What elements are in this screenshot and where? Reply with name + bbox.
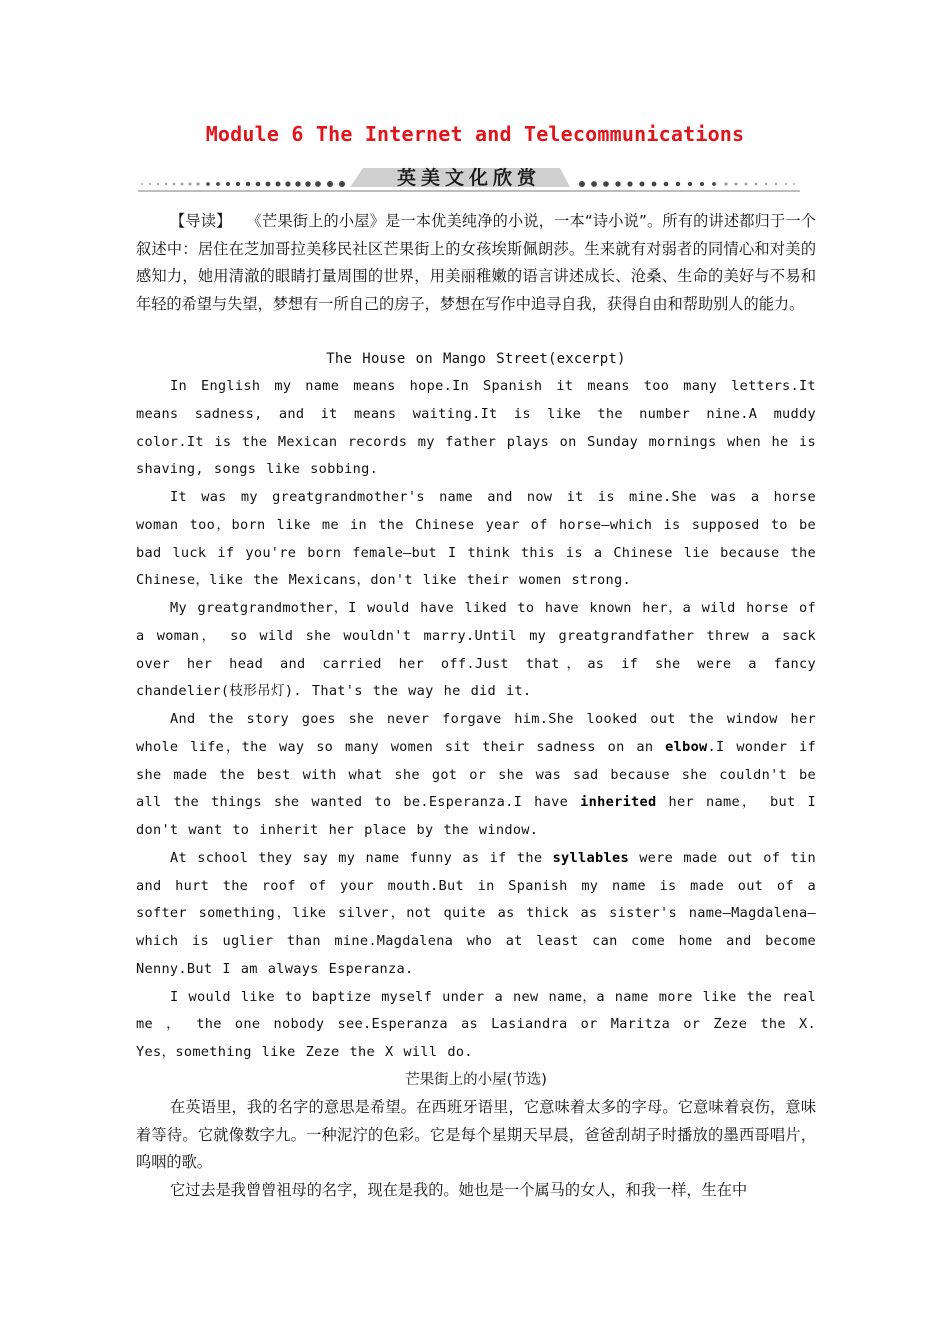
text-run: .I wonder if she made the best with what she got or she was sad because she couldn't be all the things she wanted to be.Esperanza.I have (136, 738, 816, 811)
vocab-elbow: elbow (665, 738, 708, 755)
english-paragraph-2: It was my greatgrandmother's name and now it is mine.She was a horse woman too，born like me in the Chinese year of horse—which is supposed to be bad luck if you're born female—but I think this is a Chinese lie because the Chinese，like the Mexicans，don't like their women strong. (136, 489, 816, 589)
vocab-inherited: inherited (580, 794, 657, 811)
chinese-paragraph-1: 在英语里，我的名字的意思是希望。在西班牙语里，它意味着太多的字母。它意味着哀伤，意味着等待。它就像数字九。一种泥泞的色彩。它是每个星期天早晨，爸爸刮胡子时播放的墨西哥唱片，呜咽的歌。 (136, 1098, 816, 1172)
text-run: And the story goes she never forgave him.She looked out the window her whole life，the way so many women sit their sadness on an (136, 711, 816, 755)
english-title: The House on Mango Street(excerpt) (326, 351, 626, 367)
intro-paragraph (136, 208, 816, 319)
english-paragraph-1: In English my name means hope.In Spanish it means too many letters.It means sadness, and it means waiting.It is like the number nine.A muddy color.It is the Mexican records my father plays on Sunday mornings when he is shaving, songs like sobbing. (136, 378, 816, 478)
english-passage (136, 373, 816, 1067)
text-run: At school they say my name funny as if the (170, 849, 553, 866)
intro-label: 【导读】 (170, 212, 232, 230)
section-banner (138, 160, 800, 194)
text-run: were made out of tin and hurt the roof of your mouth.But in Spanish my name is made out of a softer something，like silver，not quite as thick as sister's name—Magdalena—which is uglier than mine.Magdalena who at least can come home and become Nenny.But I am always Esperanza. (136, 849, 816, 977)
english-paragraph-5 (136, 845, 816, 984)
chinese-passage (136, 1094, 816, 1205)
intro-text: 《芒果街上的小屋》是一本优美纯净的小说，一本“诗小说”。所有的讲述都归于一个叙述中：居住在芝加哥拉美移民社区芒果街上的女孩埃斯佩朗莎。生来就有对弱者的同情心和对美的感知力，她用清澈的眼睛打量周围的世界，用美丽稚嫩的语言讲述成长、沧桑、生命的美好与不易和年轻的希望与失望，梦想有一所自己的房子，梦想在写作中追寻自我，获得自由和帮助别人的能力。 (136, 212, 816, 314)
chinese-title: 芒果街上的小屋(节选) (405, 1072, 547, 1088)
chinese-title-wrap (136, 1066, 816, 1095)
text-run: her name， but I don't want to inherit her place by the window. (136, 794, 816, 838)
module-title: Module 6 The Internet and Telecommunications (205, 122, 745, 146)
english-title-wrap (136, 346, 816, 374)
english-paragraph-3: My greatgrandmother，I would have liked to have known her，a wild horse of a woman， so wild she wouldn't marry.Until my greatgrandfather threw a sack over her head and carried her off.Just that，as if she were a fancy chandelier(枝形吊灯). That's the way he did it. (136, 600, 816, 700)
chinese-paragraph-2: 它过去是我曾曾祖母的名字，现在是我的。她也是一个属马的女人，和我一样，生在中 (170, 1181, 748, 1200)
section-banner-label: 英美文化欣赏 (396, 167, 541, 189)
english-paragraph-4 (136, 706, 816, 845)
english-paragraph-6: I would like to baptize myself under a new name，a name more like the real me ， the one nobody see.Esperanza as Lasiandra or Maritza or Zeze the X. Yes，something like Zeze the X will do. (136, 988, 816, 1060)
vocab-syllables: syllables (552, 849, 629, 866)
